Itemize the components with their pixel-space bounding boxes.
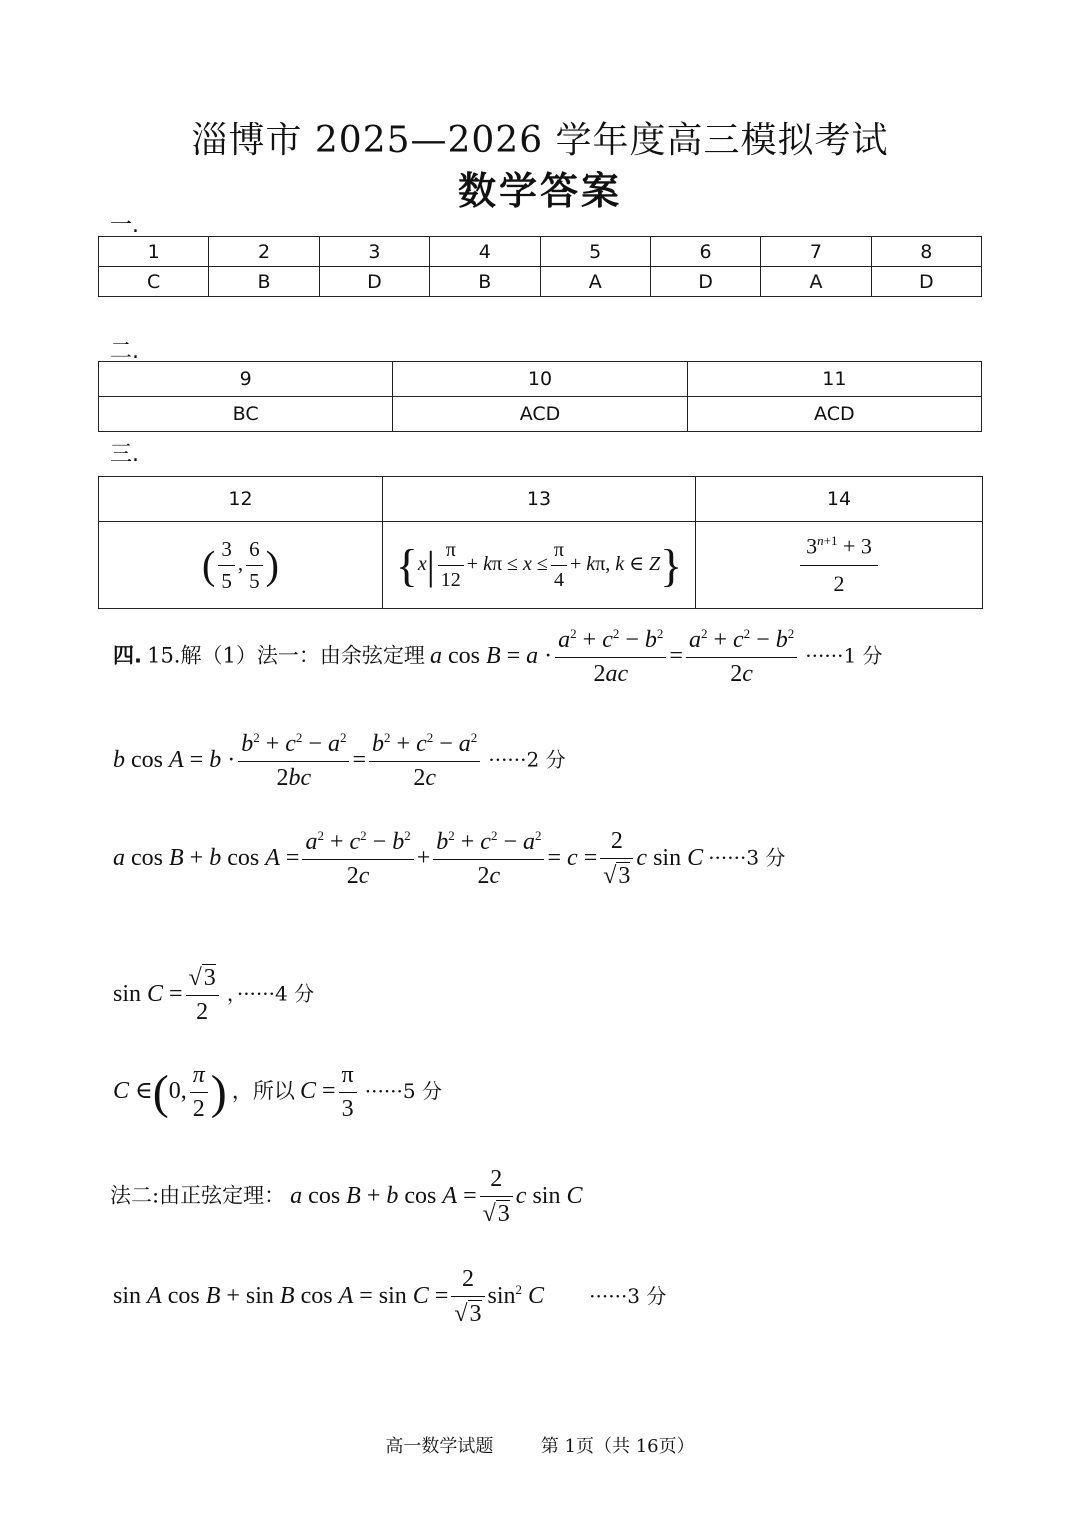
question-row — [99, 477, 983, 522]
answer-title: 数学答案 — [457, 169, 622, 213]
section-label-1: 一. — [110, 213, 139, 238]
question-cell: 11 — [687, 362, 981, 397]
formula-sine-sum: sin A cos B + sin B cos A = sin C = $\frac{2}{√3}$ $\sin^2 C$ — [113, 1266, 545, 1327]
question-cell: 8 — [871, 237, 981, 267]
section-label-4: 四. — [113, 643, 142, 668]
points-6: ······3 分 — [589, 1283, 667, 1308]
answer-row — [99, 522, 983, 609]
question-cell: 4 — [430, 237, 540, 267]
solution-line-7 — [113, 1266, 666, 1328]
question-cell: 13 — [383, 477, 696, 522]
question-cell: 2 — [209, 237, 319, 267]
answer-cell: A — [540, 267, 650, 297]
answer-cell: B — [209, 267, 319, 297]
formula-acosB: a cos B = a · $\frac{a^2 + c^2 - b^2}{2ac}$ = $\frac{a^2 + c^2 - b^2}{2c}$ — [430, 643, 800, 669]
answer-table-1 — [98, 236, 982, 297]
answer-table-2 — [98, 361, 982, 432]
solution-line-1 — [113, 626, 883, 688]
question-cell: 3 — [319, 237, 429, 267]
question-row — [99, 237, 982, 267]
points-1: ······1 分 — [805, 643, 883, 668]
section-label-3: 三. — [110, 442, 139, 467]
answer-cell-14 — [696, 522, 983, 609]
answer-cell: D — [319, 267, 429, 297]
question-row — [99, 362, 982, 397]
solution-line-6 — [110, 1166, 582, 1228]
answer-cell-13 — [383, 522, 696, 609]
points-5: ······5 分 — [364, 1079, 442, 1104]
formula-method2: a cos B + b cos A = $\frac{2}{√3}$ c sin C — [290, 1166, 583, 1227]
answer-cell: D — [871, 267, 981, 297]
section-label-2: 二. — [110, 339, 139, 364]
question-cell: 7 — [761, 237, 871, 267]
solution-line-4 — [113, 964, 314, 1026]
answer-cell: B — [430, 267, 540, 297]
formula-C-value: C = $\frac{\pi}{3}$ — [300, 1078, 360, 1104]
exam-title: 淄博市 2025—2026 学年度高三模拟考试 — [191, 120, 889, 161]
question-cell: 6 — [650, 237, 760, 267]
so-text: ，所以 — [231, 1079, 295, 1104]
solution-intro: 15.解（1）法一：由余弦定理 — [147, 643, 425, 668]
answer-12-formula: ( $\frac{3}{5}$ , $\frac{6}{5}$ ) — [202, 536, 279, 593]
question-cell: 10 — [393, 362, 687, 397]
solution-line-2 — [113, 730, 566, 792]
question-cell: 9 — [99, 362, 393, 397]
answer-row — [99, 397, 982, 432]
question-cell: 12 — [99, 477, 383, 522]
answer-cell: ACD — [393, 397, 687, 432]
footer-page: 第 1页（共 16页） — [540, 1436, 695, 1457]
answer-cell: BC — [99, 397, 393, 432]
formula-sinC: sin C = $\frac{√3}{2}$ — [113, 981, 222, 1007]
answer-cell: A — [761, 267, 871, 297]
points-2: ······2 分 — [488, 747, 566, 772]
answer-cell: D — [650, 267, 760, 297]
answer-14-formula: $\frac{3^{n+1} + 3}{2}$ — [797, 550, 881, 575]
method2-text: 法二:由正弦定理： — [110, 1183, 286, 1208]
footer-subject: 高一数学试题 — [385, 1436, 494, 1457]
points-4: ，······4 分 — [226, 981, 315, 1006]
formula-C-range: C ∈(0, $\frac{\pi}{2}$ ) — [113, 1062, 227, 1122]
formula-bcosA: b cos A = b · $\frac{b^2 + c^2 - a^2}{2bc}$ = $\frac{b^2 + c^2 - a^2}{2c}$ — [113, 747, 483, 773]
answer-table-3 — [98, 476, 983, 609]
answer-cell: ACD — [687, 397, 981, 432]
page-footer — [0, 1432, 1080, 1458]
answer-cell: C — [99, 267, 209, 297]
solution-line-5 — [113, 1062, 442, 1123]
question-cell: 14 — [696, 477, 983, 522]
answer-row — [99, 267, 982, 297]
solution-line-3 — [113, 828, 785, 890]
answer-cell-12 — [99, 522, 383, 609]
answer-13-formula: {x| $\frac{\pi}{12}$ + kπ ≤ x ≤ $\frac{\pi}{4}$ + kπ, k ∈ Z} — [395, 538, 683, 591]
question-cell: 5 — [540, 237, 650, 267]
question-cell: 1 — [99, 237, 209, 267]
formula-sum: a cos B + b cos A = $\frac{a^2 + c^2 - b^2}{2c}$ + $\frac{b^2 + c^2 - a^2}{2c}$ = c = $\frac{2}{√3}$ c sin C — [113, 828, 704, 889]
points-3: ······3 分 — [708, 845, 786, 870]
